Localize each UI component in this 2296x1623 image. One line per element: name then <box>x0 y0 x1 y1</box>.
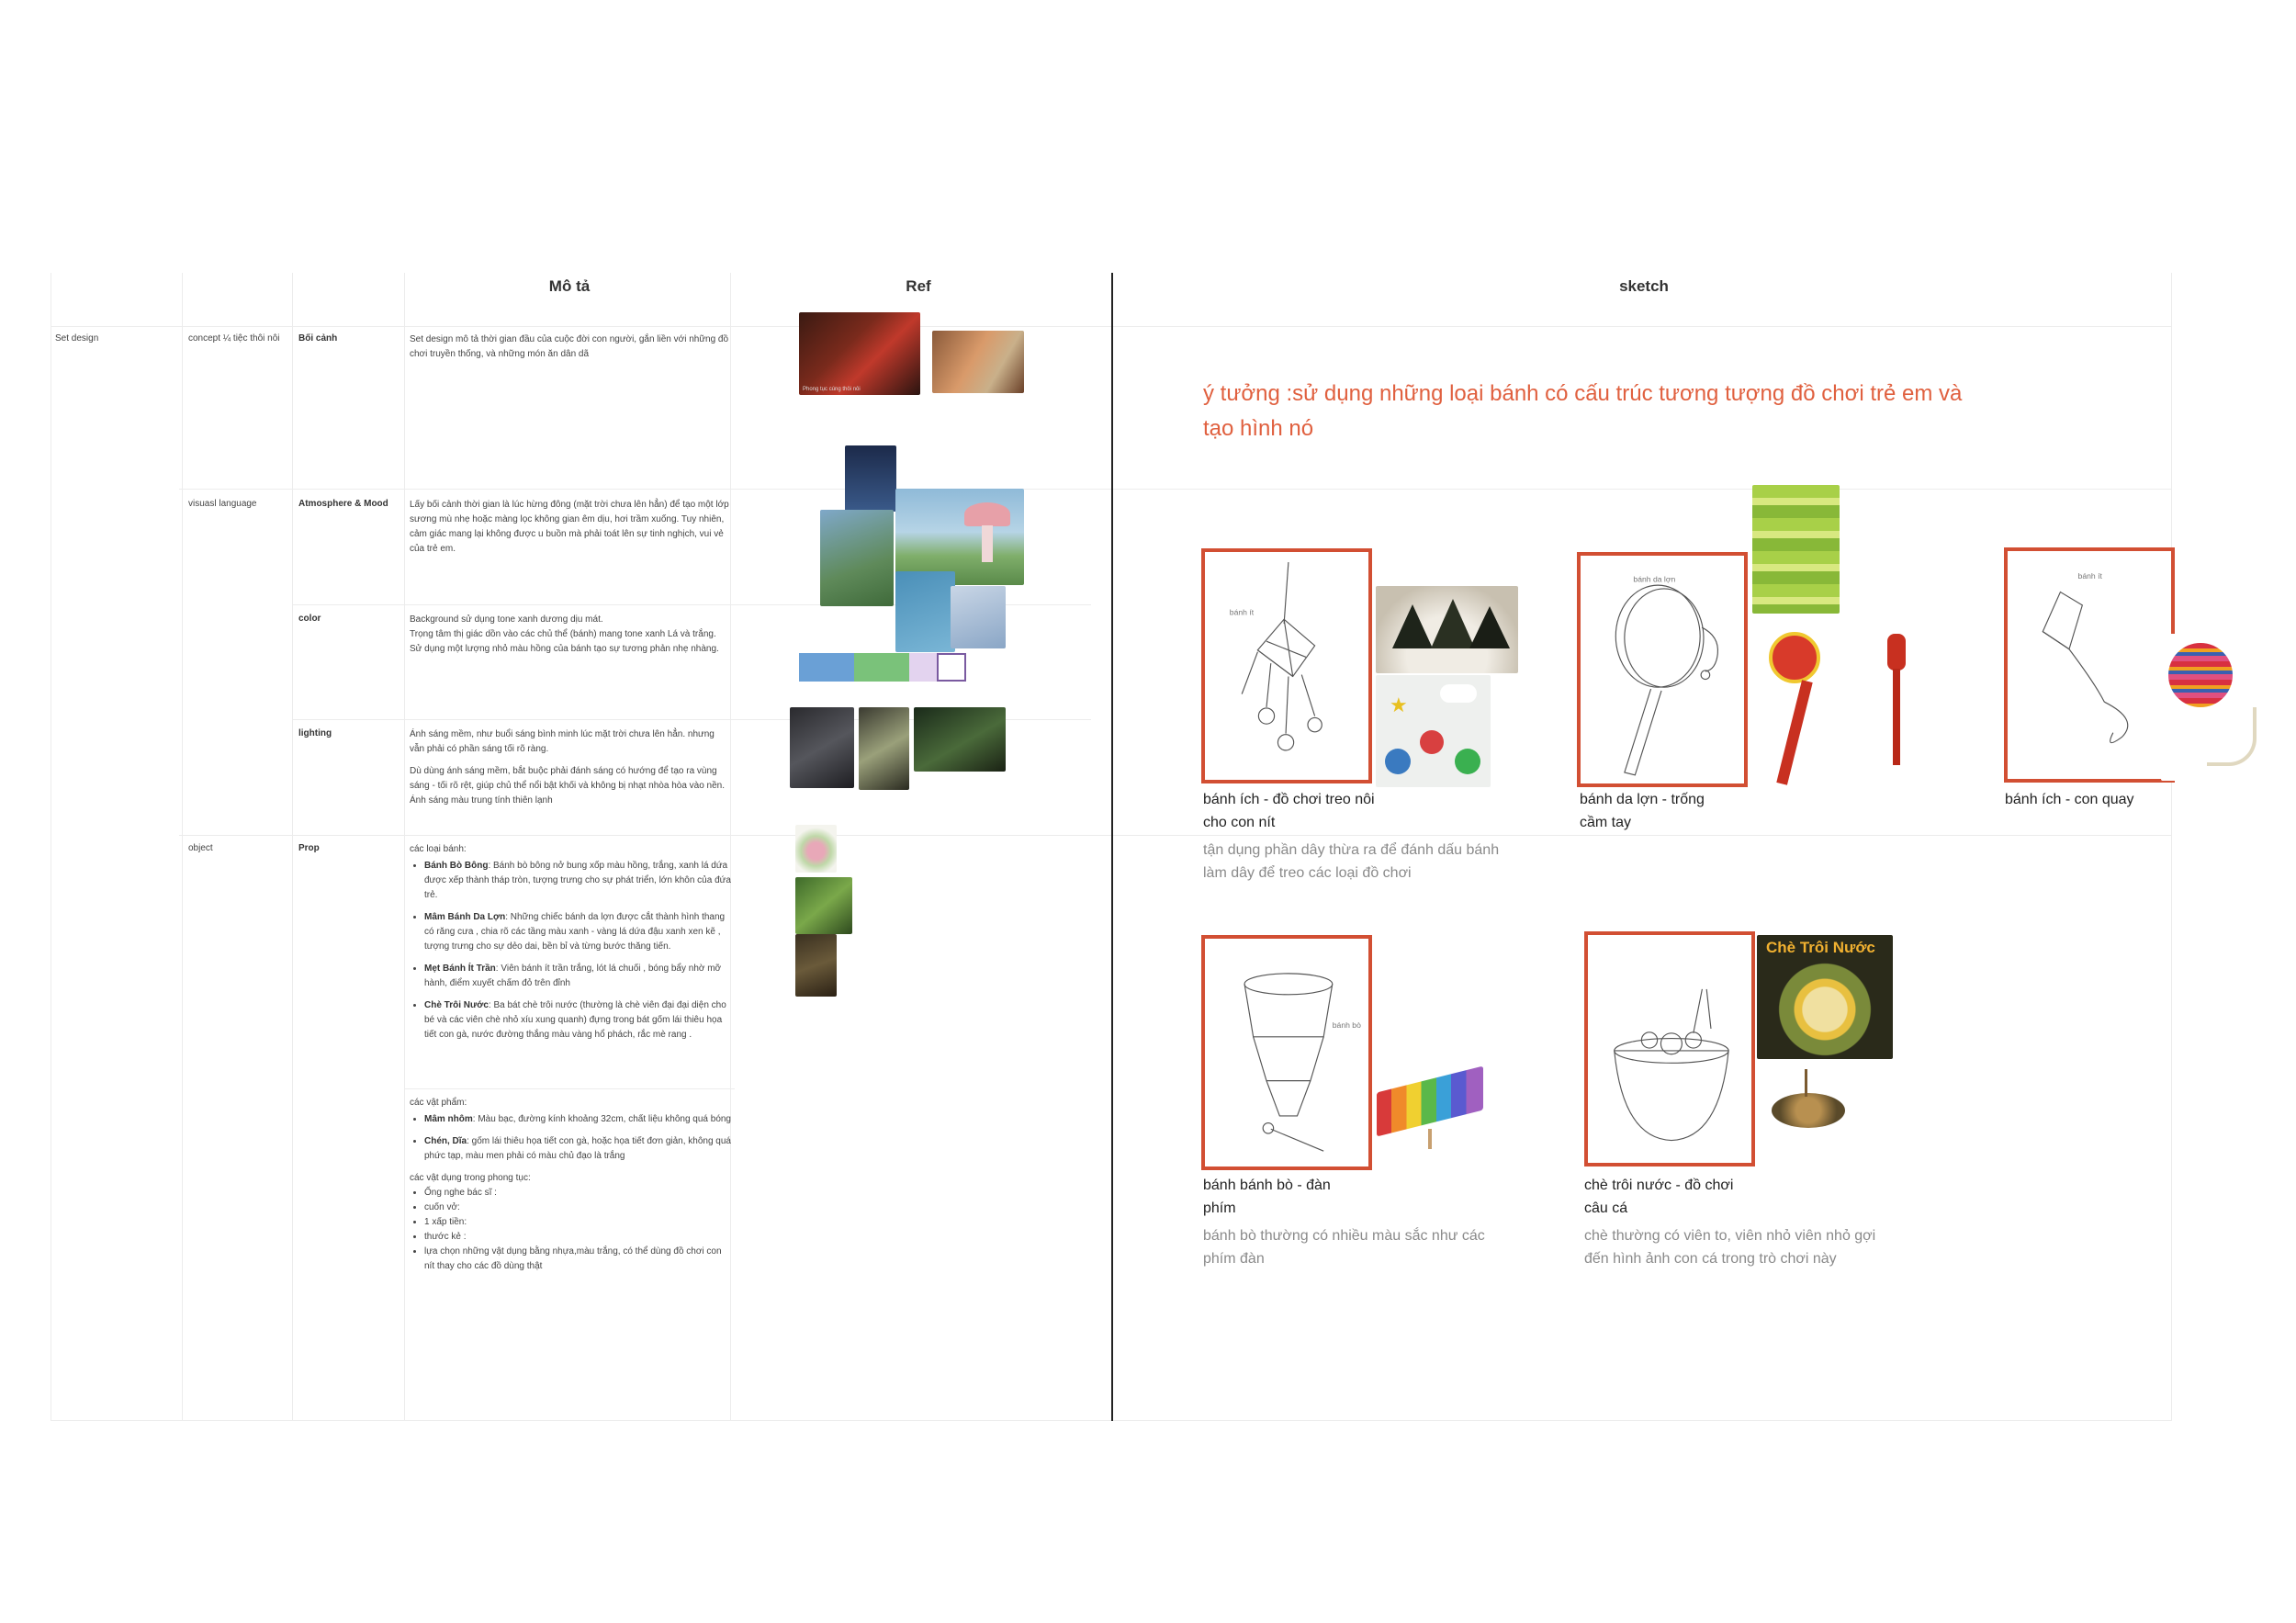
owl-toy <box>1385 749 1411 774</box>
mushroom-shape <box>964 502 1010 526</box>
owl-toy <box>1455 749 1480 774</box>
photo-fishing-game <box>1768 1065 1851 1153</box>
star-shape: ★ <box>1390 693 1408 716</box>
idea-heading: ý tưởng :sử dụng những loại bánh có cấu trúc tương tượng đồ chơi trẻ em và tạo hình nó <box>1203 381 1963 441</box>
col-rule <box>182 273 183 1421</box>
caption-2: bánh da lợn - trống cầm tay <box>1580 792 1705 830</box>
drum-head <box>1769 632 1820 683</box>
color-desc: Background sử dụng tone xanh dương dịu mát. Trọng tâm thị giác dồn vào các chủ thể (bánh) mang tone xanh Lá và trắng. Sử dụng một lượng nhỏ màu hồng của bánh tạo sự tương phản nhẹ nhàng. <box>410 614 719 654</box>
row-label-boi-canh: Bối cảnh <box>298 333 338 344</box>
phong-tuc-item: • lựa chọn những vật dụng bằng nhựa,màu trắng, có thể dùng đồ chơi con nít thay cho các đồ dùng thật <box>424 1245 731 1274</box>
note-1: tận dụng phần dây thừa ra để đánh dấu bánh làm dây để treo các loại đồ chơi <box>1203 842 1500 881</box>
note-4: bánh bò thường có nhiều màu sắc như các phím đàn <box>1203 1228 1485 1267</box>
photo-title: Chè Trôi Nước <box>1766 939 1875 956</box>
lighting-desc <box>410 727 731 816</box>
top-body <box>2168 643 2233 707</box>
ref-tray-photo <box>799 312 920 395</box>
phong-tuc-item: • Ống nghe bác sĩ : <box>424 1186 731 1200</box>
pyramid-cake <box>1431 599 1475 648</box>
ref-mood-photo <box>820 510 894 606</box>
col-rule <box>2171 273 2172 1421</box>
sketch-che-troi-nuoc-fishing <box>1584 931 1755 1167</box>
svg-text:bánh da lợn: bánh da lợn <box>1633 574 1676 584</box>
caption-5: chè trôi nước - đồ chơi câu cá <box>1584 1178 1734 1216</box>
row-rule <box>404 1088 735 1089</box>
header-ref: Ref <box>906 277 931 295</box>
ref-mood-photo <box>951 586 1006 648</box>
prop-desc <box>410 842 731 1050</box>
photo-spinning-top <box>2161 634 2267 781</box>
svg-text:bánh ít: bánh ít <box>2077 571 2102 581</box>
row-label-visual-language: visuasl language <box>188 499 257 509</box>
drum-handle <box>1776 680 1812 784</box>
hand-drum-sketch <box>1581 556 1744 783</box>
color-swatch-green <box>854 653 909 682</box>
xylophone-sketch <box>1205 939 1368 1167</box>
row-rule <box>179 835 2172 836</box>
boi-canh-desc: Set design mô tả thời gian đầu của cuộc đời con người, gắn liền với những đồ chơi truyền thống, và những món ăn dân dã <box>410 334 729 359</box>
caption-1: bánh ích - đồ chơi treo nôi cho con nít <box>1203 792 1375 830</box>
svg-text:bánh ít: bánh ít <box>1229 607 1255 617</box>
sketch-banh-ich-mobile <box>1201 548 1372 783</box>
caption-3: bánh ích - con quay <box>2005 792 2134 807</box>
svg-text:bánh bò: bánh bò <box>1332 1020 1361 1031</box>
row-label-atmosphere: Atmosphere & Mood <box>298 499 388 509</box>
spinning-top-sketch <box>2008 551 2171 779</box>
ref-lighting-photo <box>914 707 1006 772</box>
photo-che-troi-nuoc <box>1757 935 1893 1059</box>
fishing-game-sketch <box>1588 935 1751 1163</box>
ref-mood-photo <box>845 445 896 512</box>
photo-rattle-side <box>1883 632 1910 770</box>
fishing-rod <box>1805 1069 1807 1097</box>
phong-tuc-intro: các vật dụng trong phong tục: <box>410 1173 531 1183</box>
row-label-prop: Prop <box>298 843 320 853</box>
header-mota: Mô tả <box>548 277 591 295</box>
row-label-concept: concept ¼ tiệc thôi nôi <box>188 333 280 344</box>
ref-prop-photo <box>795 934 837 997</box>
mushroom-stem <box>982 525 993 562</box>
prop-intro: các loại bánh: <box>410 844 467 854</box>
prop-item: • Bánh Bò Bông: Bánh bò bông nở bung xốp màu hồng, trắng, xanh lá dứa được xếp thành tháp tròn, tượng trưng cho sự phát triển, lớn khôn của đứa trẻ. <box>424 859 731 903</box>
col-rule <box>404 273 405 1421</box>
ref-toys-photo <box>932 331 1024 393</box>
photo-banh-ich <box>1376 586 1518 673</box>
section-divider <box>1111 273 1113 1421</box>
prop-item: • Mâm Bánh Da Lợn: Những chiếc bánh da lợn được cắt thành hình thang có răng cưa , chia rõ các tầng màu xanh - vàng lá dứa đậu xanh xen kẽ , tượng trưng cho sự dẻo dai, bền bỉ và từng bước thăng tiến. <box>424 910 731 954</box>
phong-tuc-item: • 1 xấp tiền: <box>424 1215 731 1230</box>
ref-prop-photo <box>795 877 852 934</box>
sketch-banh-bo-xylophone <box>1201 935 1372 1170</box>
lighting-desc-2: Dù dùng ánh sáng mềm, bắt buộc phải đánh sáng có hướng để tạo ra vùng sáng - tối rõ rệt, giúp chủ thể nổi bật khối và không bị nhạt nhòa hòa vào nền. Ánh sáng màu trung tính thiên lạnh <box>410 766 726 806</box>
vat-pham-item: • Chén, Dĩa: gốm lái thiêu họa tiết con gà, hoặc họa tiết đơn giản, không quá phức tạp, màu men phải có màu chủ đạo là trắng <box>424 1134 731 1164</box>
sketch-banh-da-lon-drum <box>1577 552 1748 787</box>
row-label-color: color <box>298 614 321 624</box>
xylophone-frame <box>1377 1066 1483 1137</box>
rattle-head <box>1887 634 1906 671</box>
mallet <box>1428 1129 1432 1149</box>
tray-caption: Phong tục cúng thôi nôi <box>803 387 861 392</box>
row-label-set-design: Set design <box>55 333 99 344</box>
prop-item: • Chè Trôi Nước: Ba bát chè trôi nước (thường là chè viên đại đại diện cho bé và các viên chè nhỏ xíu xung quanh) đựng trong bát gốm lái thiêu họa tiết con gà, nước đường thắng màu vàng hổ phách, rắc mè rang . <box>424 998 731 1043</box>
top-string <box>2207 707 2257 766</box>
sketch-banh-ich-top <box>2004 547 2175 783</box>
caption-4: bánh bánh bò - đàn phím <box>1203 1178 1331 1216</box>
prop-item: • Mẹt Bánh Ít Trần: Viên bánh ít trần trắng, lót lá chuối , bóng bẩy nhờ mỡ hành, điểm xuyết chấm đỏ trên đỉnh <box>424 962 731 991</box>
col-rule <box>292 273 293 1421</box>
color-swatch-white <box>937 653 966 682</box>
header-sketch: sketch <box>1619 277 1669 295</box>
photo-xylophone <box>1373 1052 1488 1153</box>
row-rule <box>179 489 2172 490</box>
ref-lighting-photo <box>859 707 909 790</box>
color-swatch-blue <box>799 653 854 682</box>
photo-rattle-drum <box>1761 625 1830 790</box>
rattle-handle <box>1893 669 1900 765</box>
ref-mood-photo <box>895 571 955 652</box>
vat-pham-item: • Mâm nhôm: Màu bạc, đường kính khoảng 32cm, chất liệu không quá bóng <box>424 1112 731 1127</box>
ref-lighting-photo <box>790 707 854 788</box>
owl-toy <box>1420 730 1444 754</box>
lighting-desc-1: Ánh sáng mềm, như buổi sáng bình minh lúc mặt trời chưa lên hẳn. nhưng vẫn phải có phần sáng tối rõ ràng. <box>410 729 715 754</box>
color-swatch-lilac <box>909 653 937 682</box>
row-label-lighting: lighting <box>298 728 332 738</box>
vat-pham-intro: các vật phẩm: <box>410 1098 467 1108</box>
atmosphere-desc: Lấy bối cảnh thời gian là lúc hừng đông (mặt trời chưa lên hẳn) để tạo một lớp sương mù nhẹ hoặc màng lọc không gian êm dịu, hơi trầm xuống. Tuy nhiên, cảm giác mang lại không được u buồn mà phải toát lên sự tinh nghịch, vui vẻ của trẻ em. <box>410 500 729 554</box>
ref-prop-photo <box>795 825 837 873</box>
row-label-object: object <box>188 843 213 853</box>
hanging-toy-sketch <box>1205 552 1368 780</box>
fishing-board <box>1772 1093 1845 1128</box>
photo-owl-mobile <box>1376 675 1491 787</box>
pyramid-cake <box>1392 604 1433 648</box>
vat-pham-desc <box>410 1096 731 1281</box>
phong-tuc-item: • cuốn vở: <box>424 1200 731 1215</box>
cloud-shape <box>1440 684 1477 703</box>
pyramid-cake <box>1469 606 1510 648</box>
phong-tuc-item: • thước kẻ : <box>424 1230 731 1245</box>
note-5: chè thường có viên to, viên nhỏ viên nhỏ gợi đến hình ảnh con cá trong trò chơi này <box>1584 1228 1876 1267</box>
photo-banh-da-lon <box>1752 485 1840 614</box>
